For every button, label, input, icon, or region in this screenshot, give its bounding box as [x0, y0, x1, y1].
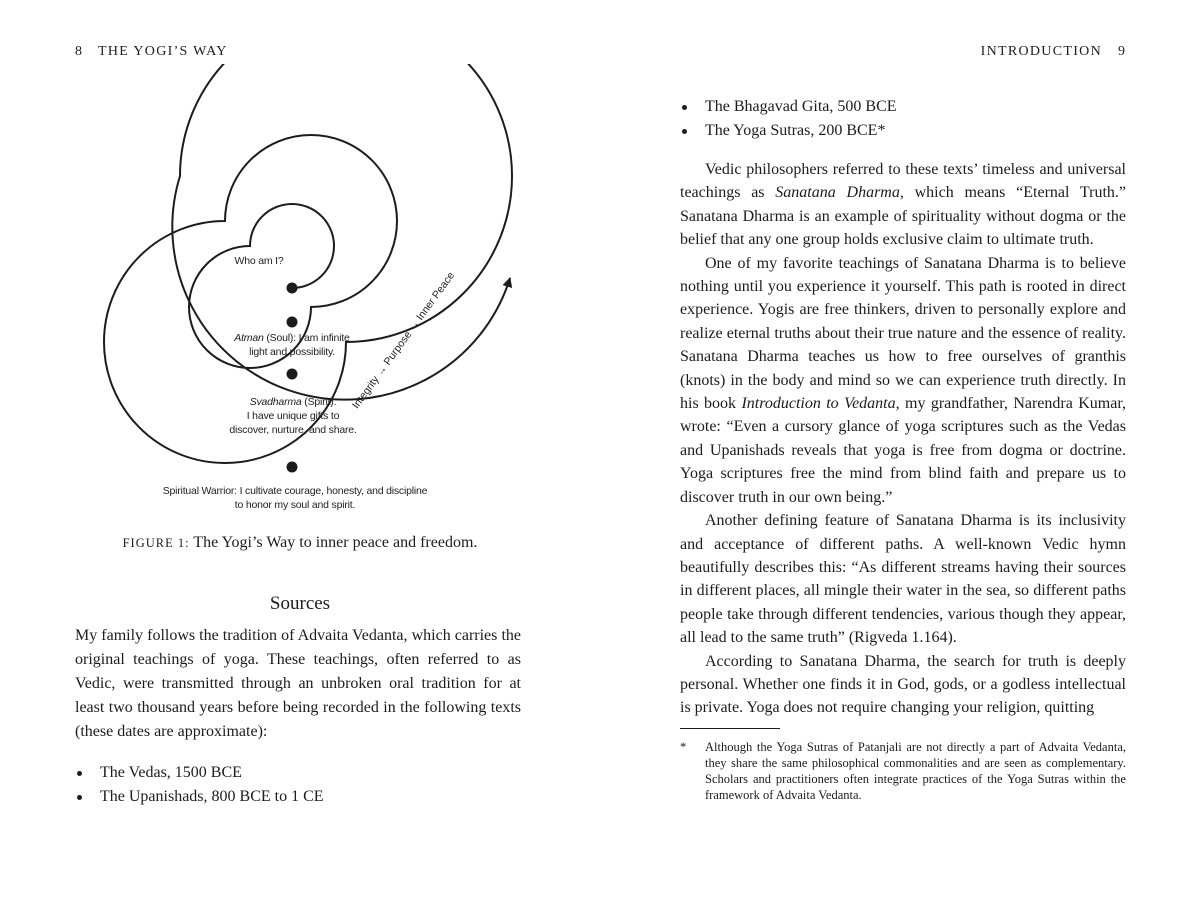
- left-running-head-title: THE YOGI’S WAY: [98, 44, 228, 59]
- figure-caption: [0, 534, 600, 552]
- figure-caption-text: The Yogi’s Way to inner peace and freedom.: [189, 534, 478, 551]
- paragraph: Vedic philosophers referred to these texts’ timeless and universal teachings as Sanatana Dharma, which means “Eternal Truth.” Sanatana Dharma is an example of spirituality without dogma or the belief that any one group holds exclusive claim to ultimate truth.: [680, 161, 1127, 249]
- bullet-item: The Vedas, 1500 BCE: [75, 761, 324, 785]
- paragraph: Another defining feature of Sanatana Dharma is its inclusivity and acceptance of different paths. A well-known Vedic hymn beautifully describes this: “As different streams having their sources in different places, all mingle their water in the sea, so different paths people take through different tendencies, various though they appear, all lead to the same truth” (Rigveda 1.164).: [680, 512, 1126, 647]
- footnote: [680, 739, 1126, 803]
- path-label: Integrity → Purpose → Inner Peace: [350, 269, 458, 412]
- right-bullet-list: [680, 95, 897, 143]
- spiritual-warrior-node: [287, 462, 298, 473]
- atman-term: Atman: [234, 332, 264, 344]
- spiral-diagram: [60, 64, 540, 534]
- bullet-item: The Yoga Sutras, 200 BCE*: [680, 119, 897, 143]
- footnote-rule: [680, 728, 780, 729]
- who-am-i-node: [287, 283, 298, 294]
- svadharma-label: Svadharma (Spirit): I have unique gifts to discover, nurture, and share.: [229, 396, 357, 436]
- figure-caption-label: FIGURE 1:: [122, 536, 190, 550]
- svadharma-term: Svadharma: [249, 396, 302, 408]
- atman-node: [287, 317, 298, 328]
- book-title: Introduction to Vedanta: [741, 395, 896, 413]
- spiral-figure: [60, 64, 540, 534]
- left-body-paragraph: My family follows the tradition of Advaita Vedanta, which carries the original teachings of yoga. These teachings, often referred to as Vedic, were transmitted through an unbroken oral tradition for at least two thousand years before being recorded in the following texts (these dates are approximate):: [75, 627, 521, 740]
- right-running-head: [981, 44, 1125, 60]
- left-running-head: [75, 44, 228, 60]
- who-am-i-label: Who am I?: [234, 255, 284, 267]
- right-body-text: [680, 158, 1126, 720]
- footnote-text: Although the Yoga Sutras of Patanjali are not directly a part of Advaita Vedanta, they share the same philosophical commonalities and are seen as complementary. Scholars and practitioners often integrate practices of the Yoga Sutras within the framework of Advaita Vedanta.: [705, 740, 1126, 802]
- right-page-number: 9: [1118, 44, 1125, 59]
- right-running-head-title: INTRODUCTION: [980, 44, 1102, 59]
- svadharma-node: [287, 369, 298, 380]
- bullet-item: The Bhagavad Gita, 500 BCE: [680, 95, 897, 119]
- italic-term: Sanatana Dharma: [775, 184, 900, 202]
- footnote-mark: *: [680, 740, 687, 754]
- paragraph: One of my favorite teachings of Sanatana Dharma is to believe nothing until you experience it yourself. This path is rooted in direct experience. Yogis are free thinkers, driven to personally explore and realize eternal truths about their true nature and the essence of reality. Sanatana Dharma teaches us how to free ourselves of granthis (knots) in the body and mind so we can experience truth directly. In his book Introduction to Vedanta, my grandfather, Narendra Kumar, wrote: “Even a cursory glance of yoga scriptures such as the Vedas and Upanishads reveals that yoga is free from dogma or doctrine. Yoga scriptures free the mind from blind faith and prepare us to discover truth in our own being.”: [680, 254, 1127, 506]
- spiritual-warrior-label: Spiritual Warrior: I cultivate courage, honesty, and discipline to honor my soul and spirit.: [162, 485, 428, 511]
- bullet-item: The Upanishads, 800 BCE to 1 CE: [75, 785, 324, 809]
- left-bullet-list: [75, 761, 324, 809]
- section-heading: Sources: [269, 593, 331, 614]
- paragraph: According to Sanatana Dharma, the search for truth is deeply personal. Whether one finds it in God, gods, or a godless intellectual is private. Yoga does not require changing your religion, quitting: [680, 652, 1126, 717]
- atman-label: Atman (Soul): I am infinite light and possibility.: [234, 332, 350, 358]
- left-page-number: 8: [75, 44, 82, 59]
